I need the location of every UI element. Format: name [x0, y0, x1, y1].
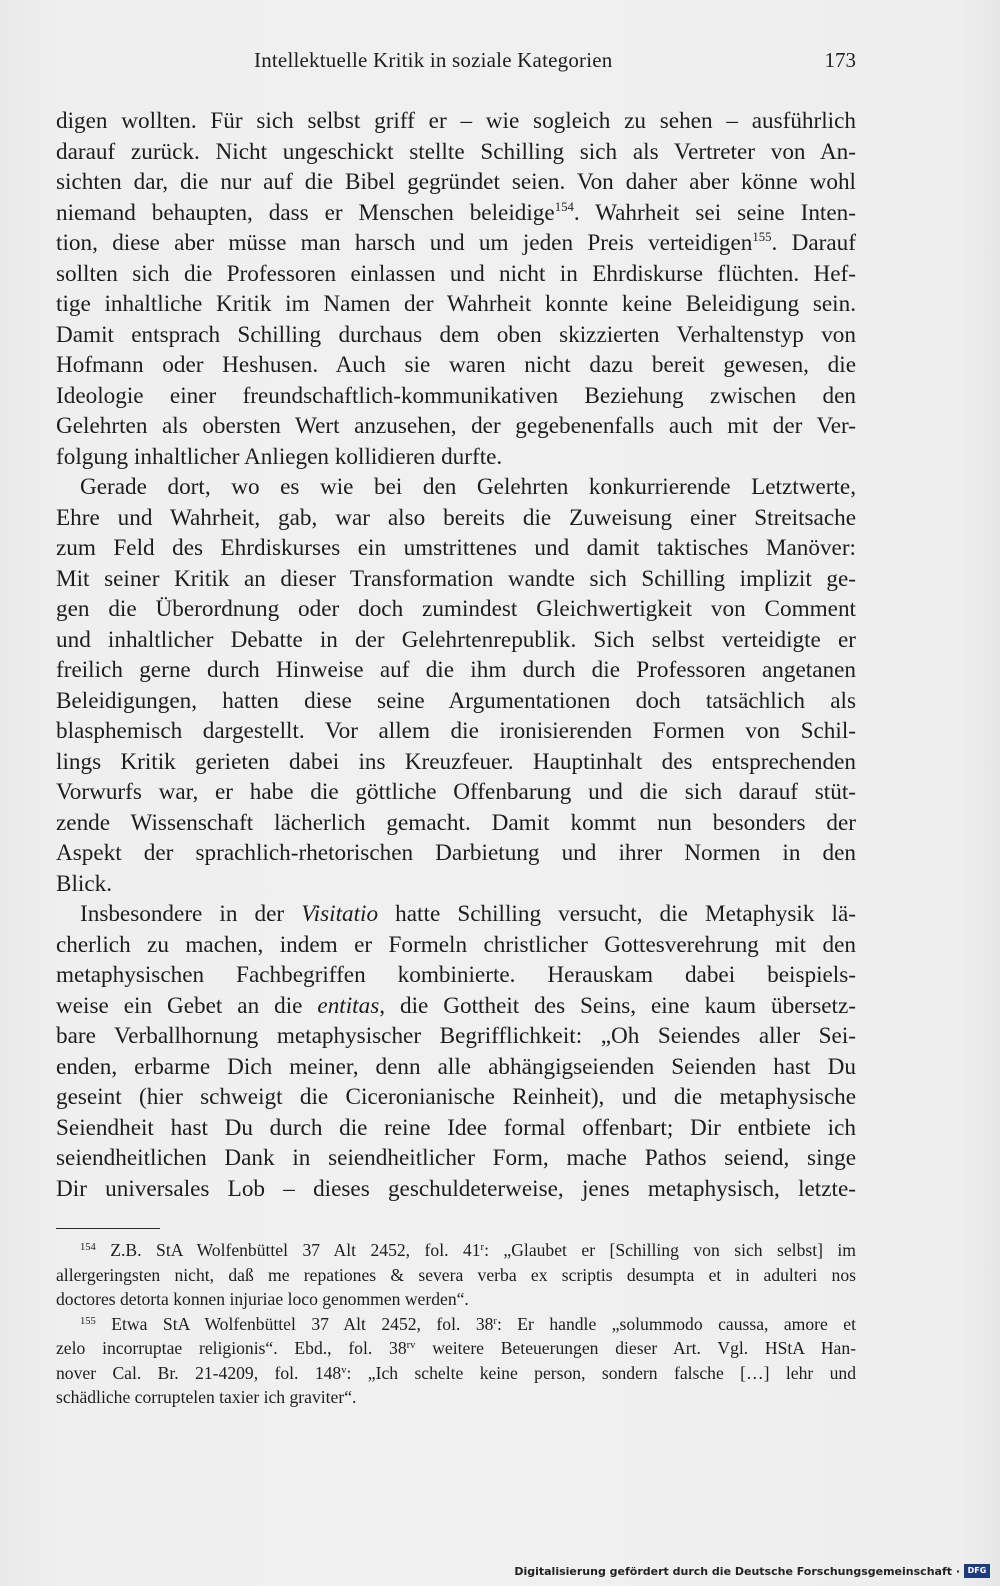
text-line: seiendheitlichen Dank in seiendheitlicher Form, mache Pathos seiend, singe — [56, 1145, 856, 1171]
body-text — [56, 106, 856, 1204]
text-line: blasphemisch dargestellt. Vor allem die ironisierenden Formen von Schil- — [56, 718, 856, 744]
running-head — [56, 48, 856, 82]
text-line: Mit seiner Kritik an dieser Transformation wandte sich Schilling implizit ge- — [56, 565, 856, 592]
text-line: lings Kritik gerieten dabei ins Kreuzfeuer. Hauptinhalt des entsprechenden — [56, 748, 856, 775]
text-line: zum Feld des Ehrdiskurses ein umstrittenes und damit taktisches Manöver: — [56, 535, 856, 561]
text-line: Insbesondere in der Visitatio hatte Schilling versucht, die Metaphysik lä- — [80, 901, 856, 927]
text-line: Dir universales Lob – dieses geschuldeterweise, jenes metaphysisch, letzte- — [56, 1175, 856, 1202]
running-title: Intellektuelle Kritik in soziale Kategorien — [254, 48, 613, 72]
footnote-line: $^{154}$ Z.B. StA Wolfenbüttel 37 Alt 2452, fol. 41$^r$: „Glaubet er [Schilling von sich selbst] im — [80, 1240, 856, 1260]
text-line: Blick. — [56, 870, 113, 897]
footnote — [56, 1312, 856, 1410]
footnote-line: doctores detorta konnen injuriae loco genommen werden“. — [56, 1289, 469, 1309]
text-line: niemand behaupten, dass er Menschen beleidige$^{154}$. Wahrheit sei seine Inten- — [56, 199, 856, 226]
footnotes — [56, 1238, 856, 1410]
text-line: Seiendheit hast Du durch die reine Idee formal offenbart; Dir entbiete ich — [56, 1114, 856, 1141]
text-line: weise ein Gebet an die entitas, die Gottheit des Seins, eine kaum übersetz- — [56, 992, 856, 1019]
italic-term: entitas — [317, 992, 380, 1019]
footnote-divider — [56, 1228, 160, 1229]
credit-text: Digitalisierung gefördert durch die Deutsche Forschungsgemeinschaft · — [514, 1564, 960, 1578]
text-line: Hofmann oder Heshusen. Auch sie waren nicht dazu bereit gewesen, die — [56, 352, 856, 378]
text-line: digen wollten. Für sich selbst griff er – wie sogleich zu sehen – ausführlich — [56, 108, 856, 134]
text-line: tige inhaltliche Kritik im Namen der Wahrheit konnte keine Beleidigung sein. — [56, 291, 856, 317]
text-line: cherlich zu machen, indem er Formeln christlicher Gottesverehrung mit den — [56, 931, 856, 958]
text-line: und inhaltlicher Debatte in der Gelehrtenrepublik. Sich selbst verteidigte er — [56, 626, 856, 653]
text-line: metaphysischen Fachbegriffen kombinierte. Herauskam dabei beispiels- — [56, 962, 856, 988]
text-line: sollten sich die Professoren einlassen und nicht in Ehrdiskurse flüchten. Hef- — [56, 260, 856, 287]
text-line: Gelehrten als obersten Wert anzusehen, der gegebenenfalls auch mit der Ver- — [56, 413, 856, 439]
footnote — [56, 1238, 856, 1312]
paragraph — [56, 899, 856, 1204]
digitization-credit — [514, 1562, 990, 1580]
footnote-line: nover Cal. Br. 21-4209, fol. 148$^v$: „Ich schelte keine person, sondern falsche […] lehr und — [56, 1362, 856, 1383]
footnote-marker: 155 — [752, 230, 772, 245]
text-line: Ideologie einer freundschaftlich-kommunikativen Beziehung zwischen den — [56, 382, 856, 409]
paragraph — [56, 106, 856, 472]
text-line: Ehre und Wahrheit, gab, war also bereits die Zuweisung einer Streitsache — [56, 504, 856, 531]
text-line: Damit entsprach Schilling durchaus dem oben skizzierten Verhaltenstyp von — [56, 321, 856, 348]
text-line: gen die Überordnung oder doch zumindest Gleichwertigkeit von Comment — [56, 596, 856, 622]
footnote-marker: 155 — [80, 1315, 96, 1327]
italic-term: Visitatio — [301, 901, 379, 927]
footnote-marker: v — [341, 1364, 347, 1376]
footnote-marker: 154 — [80, 1242, 96, 1254]
text-line: folgung inhaltlicher Anliegen kollidieren durfte. — [56, 443, 503, 470]
footnote-marker: rv — [406, 1340, 416, 1352]
footnote-marker: r — [493, 1315, 497, 1327]
text-line: enden, erbarme Dich meiner, denn alle abhängigseienden Seienden hast Du — [56, 1053, 856, 1080]
paragraph — [56, 472, 856, 899]
text-line: bare Verballhornung metaphysischer Begrifflichkeit: „Oh Seiendes aller Sei- — [56, 1023, 856, 1049]
text-line: geseint (hier schweigt die Ciceronianische Reinheit), und die metaphysische — [56, 1084, 856, 1110]
text-line: Vorwurfs war, er habe die göttliche Offenbarung und die sich darauf stüt- — [56, 779, 856, 805]
text-line: Beleidigungen, hatten diese seine Argumentationen doch tatsächlich als — [56, 687, 856, 714]
text-line: darauf zurück. Nicht ungeschickt stellte Schilling sich als Vertreter von An- — [56, 138, 856, 165]
text-line: Gerade dort, wo es wie bei den Gelehrten konkurrierende Letztwerte, — [80, 474, 856, 500]
text-line: sichten dar, die nur auf die Bibel gegründet seien. Von daher aber könne wohl — [56, 169, 856, 195]
page-number: 173 — [824, 48, 856, 72]
dfg-logo-icon: DFG — [964, 1564, 990, 1578]
footnote-line: $^{155}$ Etwa StA Wolfenbüttel 37 Alt 2452, fol. 38$^r$: Er handle „solummodo caussa, amore et — [80, 1313, 856, 1334]
text-line: zende Wissenschaft lächerlich gemacht. Damit kommt nun besonders der — [56, 809, 856, 836]
footnote-line: zelo incorruptae religionis“. Ebd., fol. $38^{rv}$ weitere Beteuerungen dieser Art. Vgl. HStA Han- — [56, 1338, 856, 1358]
text-line: Aspekt der sprachlich-rhetorischen Darbietung und ihrer Normen in den — [56, 840, 856, 866]
footnote-line: allergeringsten nicht, daß me repationes & severa verba ex scriptis desumpta et in adulteri nos — [56, 1264, 856, 1285]
footnote-marker: r — [480, 1242, 485, 1254]
text-line: freilich gerne durch Hinweise auf die ihm durch die Professoren angetanen — [56, 657, 856, 683]
footnote-marker: 154 — [554, 199, 574, 214]
text-line: tion, diese aber müsse man harsch und um jeden Preis verteidigen$^{155}$. Darauf — [56, 230, 856, 256]
footnote-line: schädliche corruptelen taxier ich graviter“. — [56, 1387, 357, 1407]
